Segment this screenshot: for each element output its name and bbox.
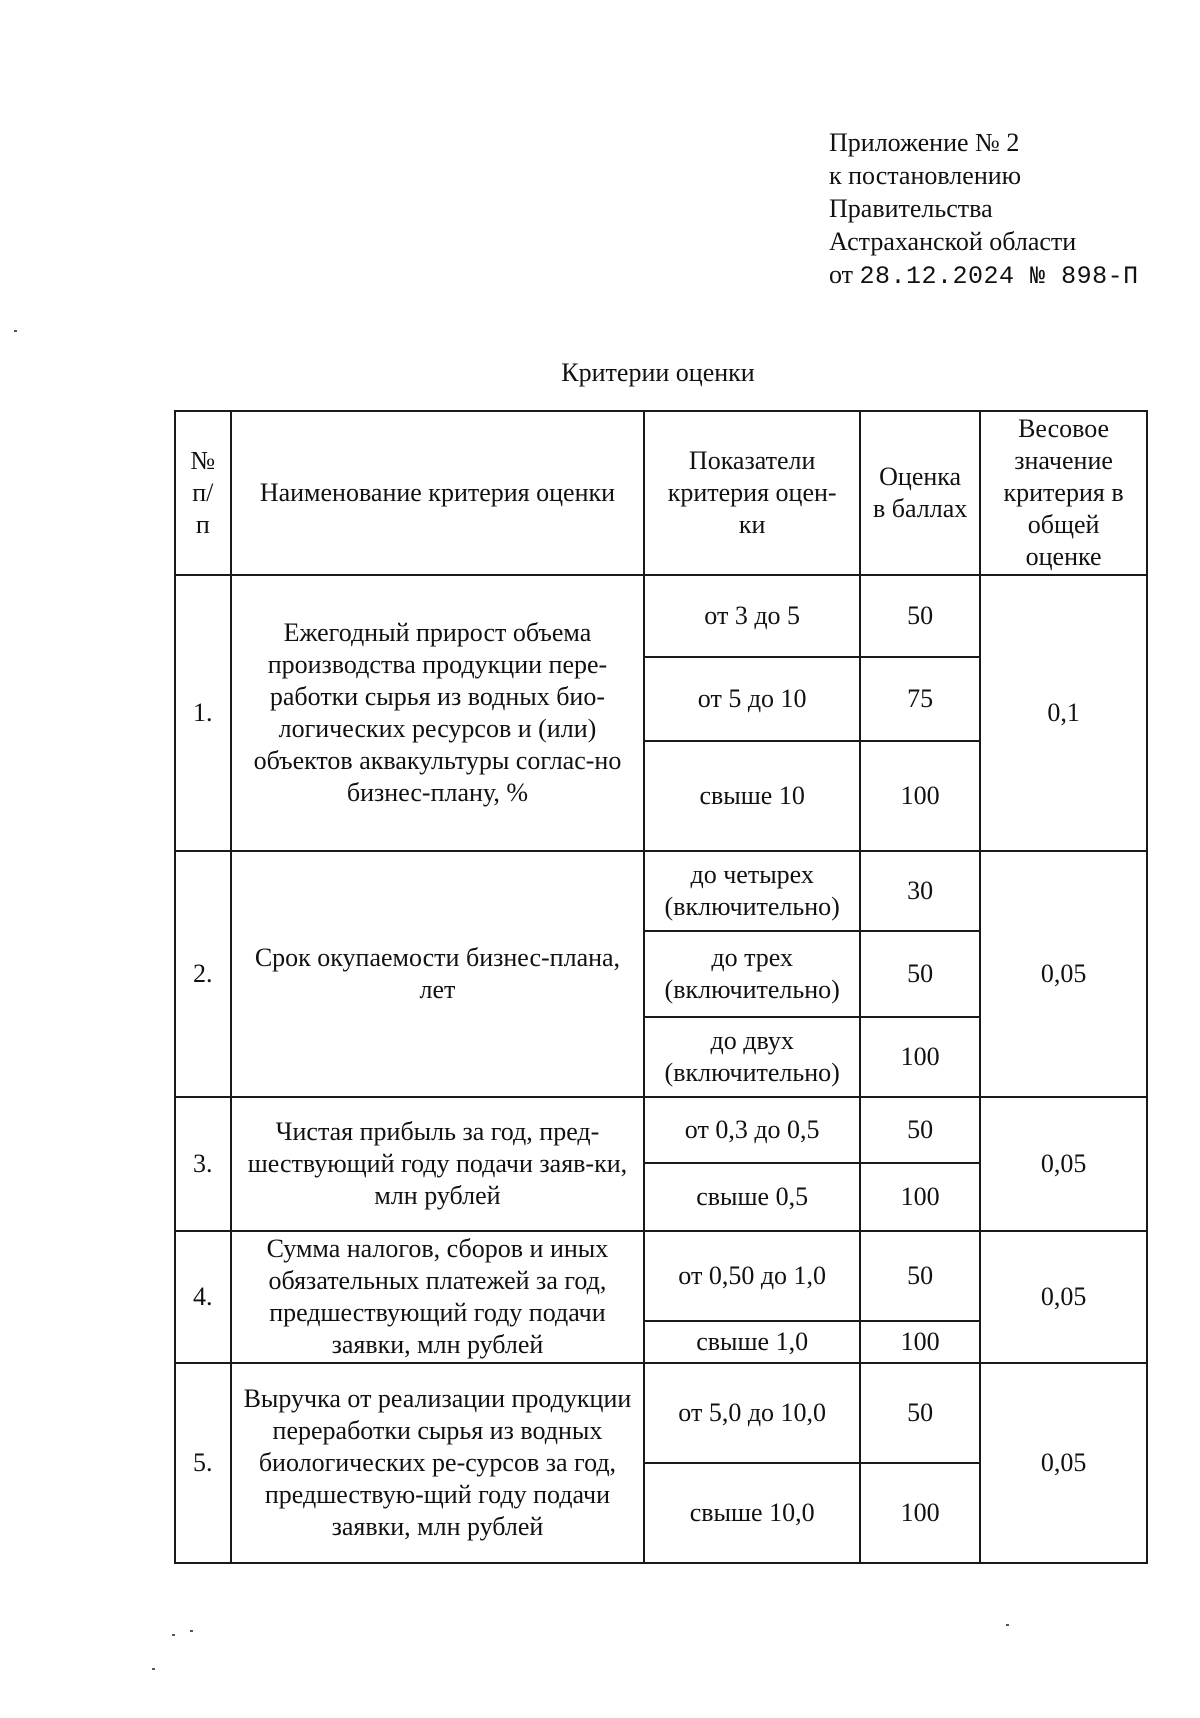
indicator-cell: до трех (включительно) xyxy=(644,931,860,1017)
weight-cell: 0,05 xyxy=(980,851,1147,1097)
criterion-name: Выручка от реализации продукции переработки сырья из водных биологических ре-сурсов за год, предшествую-щий году подачи заявки, млн рублей xyxy=(231,1363,645,1563)
indicator-cell: от 0,50 до 1,0 xyxy=(644,1231,860,1321)
criterion-num: 1. xyxy=(175,575,231,851)
indicator-cell: от 5,0 до 10,0 xyxy=(644,1363,860,1463)
criterion-num: 5. xyxy=(175,1363,231,1563)
indicator-cell: до двух (включительно) xyxy=(644,1017,860,1097)
indicator-cell: от 5 до 10 xyxy=(644,657,860,741)
attachment-region-line: Астраханской области xyxy=(829,227,1077,256)
score-cell: 50 xyxy=(860,1363,980,1463)
table-row xyxy=(175,1097,1147,1163)
score-cell: 100 xyxy=(860,1321,980,1363)
indicator-cell: свыше 0,5 xyxy=(644,1163,860,1231)
weight-cell: 0,1 xyxy=(980,575,1147,851)
score-cell: 50 xyxy=(860,1231,980,1321)
indicator-cell: свыше 10,0 xyxy=(644,1463,860,1563)
indicator-cell: от 3 до 5 xyxy=(644,575,860,657)
criterion-num: 3. xyxy=(175,1097,231,1231)
score-cell: 50 xyxy=(860,931,980,1017)
criterion-name: Ежегодный прирост объема производства продукции пере-работки сырья из водных био-логических ресурсов и (или) объектов аквакультуры соглас-но бизнес-плану, % xyxy=(231,575,645,851)
scan-speck xyxy=(152,1668,155,1670)
attachment-header xyxy=(829,126,1139,293)
criterion-name: Сумма налогов, сборов и иных обязательных платежей за год, предшествующий году подачи заявки, млн рублей xyxy=(231,1231,645,1363)
table-header-row xyxy=(175,411,1147,575)
scan-speck xyxy=(14,330,17,332)
weight-cell: 0,05 xyxy=(980,1363,1147,1563)
score-cell: 75 xyxy=(860,657,980,741)
header-score: Оценка в баллах xyxy=(860,411,980,575)
attachment-date-line xyxy=(829,258,1139,293)
indicator-cell: от 0,3 до 0,5 xyxy=(644,1097,860,1163)
score-cell: 100 xyxy=(860,1163,980,1231)
score-cell: 100 xyxy=(860,1017,980,1097)
score-cell: 50 xyxy=(860,1097,980,1163)
header-num: № п/п xyxy=(175,411,231,575)
attachment-authority-line: Правительства xyxy=(829,194,993,223)
scan-speck xyxy=(190,1630,193,1632)
criterion-name: Срок окупаемости бизнес-плана, лет xyxy=(231,851,645,1097)
header-indicator: Показатели критерия оцен-ки xyxy=(644,411,860,575)
score-cell: 50 xyxy=(860,575,980,657)
table-row xyxy=(175,1363,1147,1463)
date-number-stamp: 28.12.2024 № 898-П xyxy=(859,262,1139,291)
date-prefix: от xyxy=(829,260,860,289)
attachment-number: Приложение № 2 xyxy=(829,128,1020,157)
table-row xyxy=(175,851,1147,931)
indicator-cell: свыше 10 xyxy=(644,741,860,851)
page-title: Критерии оценки xyxy=(561,358,755,387)
header-name: Наименование критерия оценки xyxy=(231,411,645,575)
weight-cell: 0,05 xyxy=(980,1097,1147,1231)
scan-speck xyxy=(1006,1624,1009,1626)
score-cell: 100 xyxy=(860,1463,980,1563)
header-weight: Весовое значение критерия в общей оценке xyxy=(980,411,1147,575)
table-row xyxy=(175,575,1147,657)
attachment-ref-line: к постановлению xyxy=(829,161,1022,190)
criterion-num: 4. xyxy=(175,1231,231,1363)
criterion-name: Чистая прибыль за год, пред-шествующий году подачи заяв-ки, млн рублей xyxy=(231,1097,645,1231)
criteria-table xyxy=(174,410,1148,1564)
table-row xyxy=(175,1231,1147,1321)
indicator-cell: свыше 1,0 xyxy=(644,1321,860,1363)
score-cell: 30 xyxy=(860,851,980,931)
weight-cell: 0,05 xyxy=(980,1231,1147,1363)
criterion-num: 2. xyxy=(175,851,231,1097)
scan-speck xyxy=(172,1634,175,1636)
score-cell: 100 xyxy=(860,741,980,851)
indicator-cell: до четырех (включительно) xyxy=(644,851,860,931)
